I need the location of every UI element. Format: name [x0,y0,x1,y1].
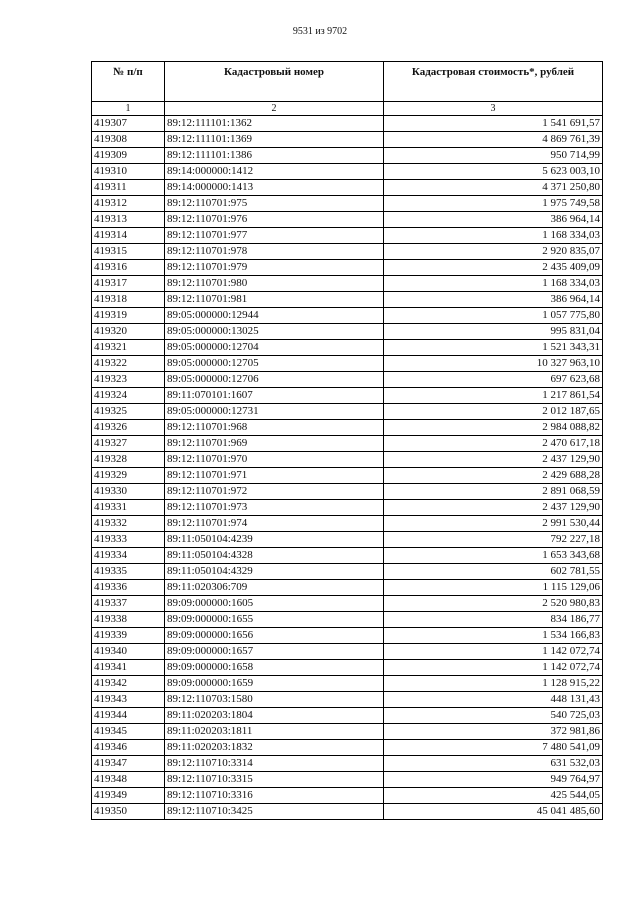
cadastral-number-cell: 89:12:110703:1580 [165,692,384,708]
row-number-cell: 419348 [92,772,165,788]
cadastral-number-cell: 89:11:020306:709 [165,580,384,596]
cadastral-number-cell: 89:11:020203:1832 [165,740,384,756]
cadastral-number-cell: 89:12:110701:976 [165,212,384,228]
cadastral-number-cell: 89:12:110701:969 [165,436,384,452]
cadastral-value-cell: 995 831,04 [384,324,603,340]
table-row [92,564,603,580]
cadastral-value-cell: 2 920 835,07 [384,244,603,260]
cadastral-value-cell: 425 544,05 [384,788,603,804]
table-row [92,116,603,132]
table-row [92,228,603,244]
header-cadastral-value: Кадастровая стоимость*, рублей [384,62,603,102]
row-number-cell: 419308 [92,132,165,148]
cadastral-number-cell: 89:12:110701:981 [165,292,384,308]
table-row [92,244,603,260]
cadastral-value-cell: 1 521 343,31 [384,340,603,356]
table-row [92,548,603,564]
row-number-cell: 419335 [92,564,165,580]
table-row [92,692,603,708]
table-row [92,532,603,548]
cadastral-value-cell: 792 227,18 [384,532,603,548]
row-number-cell: 419310 [92,164,165,180]
table-row [92,324,603,340]
table-row [92,612,603,628]
cadastral-number-cell: 89:11:070101:1607 [165,388,384,404]
row-number-cell: 419336 [92,580,165,596]
row-number-cell: 419321 [92,340,165,356]
cadastral-value-cell: 697 623,68 [384,372,603,388]
row-number-cell: 419322 [92,356,165,372]
cadastral-number-cell: 89:12:110710:3316 [165,788,384,804]
row-number-cell: 419327 [92,436,165,452]
row-number-cell: 419331 [92,500,165,516]
table-row [92,420,603,436]
column-number-2: 2 [165,102,384,116]
table-column-number-row [92,102,603,116]
row-number-cell: 419316 [92,260,165,276]
table-row [92,132,603,148]
cadastral-number-cell: 89:12:110701:974 [165,516,384,532]
cadastral-number-cell: 89:11:050104:4328 [165,548,384,564]
cadastral-number-cell: 89:09:000000:1658 [165,660,384,676]
table-row [92,676,603,692]
row-number-cell: 419339 [92,628,165,644]
cadastral-value-cell: 1 541 691,57 [384,116,603,132]
cadastral-number-cell: 89:14:000000:1413 [165,180,384,196]
table-row [92,212,603,228]
cadastral-value-cell: 950 714,99 [384,148,603,164]
cadastral-value-cell: 2 435 409,09 [384,260,603,276]
row-number-cell: 419341 [92,660,165,676]
cadastral-value-cell: 1 534 166,83 [384,628,603,644]
cadastral-number-cell: 89:14:000000:1412 [165,164,384,180]
row-number-cell: 419338 [92,612,165,628]
table-row [92,724,603,740]
page-number: 9531 из 9702 [292,26,348,37]
table-row [92,276,603,292]
cadastral-number-cell: 89:12:110701:970 [165,452,384,468]
row-number-cell: 419330 [92,484,165,500]
row-number-cell: 419317 [92,276,165,292]
cadastral-value-cell: 2 891 068,59 [384,484,603,500]
row-number-cell: 419320 [92,324,165,340]
table-row [92,500,603,516]
table-row [92,196,603,212]
cadastral-value-cell: 45 041 485,60 [384,804,603,820]
cadastral-number-cell: 89:12:111101:1369 [165,132,384,148]
cadastral-number-cell: 89:12:110701:968 [165,420,384,436]
table-row [92,292,603,308]
cadastral-value-cell: 1 142 072,74 [384,660,603,676]
cadastral-number-cell: 89:12:111101:1362 [165,116,384,132]
cadastral-number-cell: 89:12:111101:1386 [165,148,384,164]
cadastral-number-cell: 89:12:110710:3314 [165,756,384,772]
table-row [92,372,603,388]
row-number-cell: 419350 [92,804,165,820]
table-row [92,484,603,500]
cadastral-number-cell: 89:12:110701:971 [165,468,384,484]
table-row [92,804,603,820]
table-row [92,260,603,276]
cadastral-number-cell: 89:05:000000:13025 [165,324,384,340]
row-number-cell: 419307 [92,116,165,132]
cadastral-value-cell: 1 217 861,54 [384,388,603,404]
row-number-cell: 419312 [92,196,165,212]
table-row [92,148,603,164]
cadastral-value-cell: 602 781,55 [384,564,603,580]
cadastral-value-cell: 2 520 980,83 [384,596,603,612]
cadastral-number-cell: 89:12:110701:972 [165,484,384,500]
cadastral-value-cell: 4 371 250,80 [384,180,603,196]
cadastral-value-cell: 2 991 530,44 [384,516,603,532]
cadastral-number-cell: 89:09:000000:1605 [165,596,384,612]
table-row [92,452,603,468]
table-row [92,468,603,484]
cadastral-value-cell: 386 964,14 [384,212,603,228]
cadastral-number-cell: 89:09:000000:1657 [165,644,384,660]
cadastral-value-cell: 631 532,03 [384,756,603,772]
cadastral-number-cell: 89:12:110701:975 [165,196,384,212]
row-number-cell: 419313 [92,212,165,228]
table-row [92,516,603,532]
row-number-cell: 419347 [92,756,165,772]
row-number-cell: 419332 [92,516,165,532]
table-row [92,596,603,612]
row-number-cell: 419311 [92,180,165,196]
cadastral-value-cell: 10 327 963,10 [384,356,603,372]
cadastral-number-cell: 89:09:000000:1655 [165,612,384,628]
cadastral-value-cell: 2 470 617,18 [384,436,603,452]
cadastral-number-cell: 89:11:020203:1804 [165,708,384,724]
row-number-cell: 419326 [92,420,165,436]
cadastral-value-cell: 834 186,77 [384,612,603,628]
table-row [92,404,603,420]
cadastral-value-cell: 5 623 003,10 [384,164,603,180]
cadastral-number-cell: 89:05:000000:12706 [165,372,384,388]
cadastral-number-cell: 89:11:020203:1811 [165,724,384,740]
cadastral-value-cell: 4 869 761,39 [384,132,603,148]
column-number-1: 1 [92,102,165,116]
cadastral-value-cell: 1 168 334,03 [384,228,603,244]
cadastral-number-cell: 89:12:110701:980 [165,276,384,292]
cadastral-number-cell: 89:12:110701:977 [165,228,384,244]
cadastral-value-cell: 540 725,03 [384,708,603,724]
table-row [92,644,603,660]
table-row [92,308,603,324]
table-row [92,708,603,724]
cadastral-value-cell: 1 057 775,80 [384,308,603,324]
row-number-cell: 419328 [92,452,165,468]
cadastral-value-cell: 372 981,86 [384,724,603,740]
cadastral-value-cell: 7 480 541,09 [384,740,603,756]
row-number-cell: 419329 [92,468,165,484]
table-row [92,356,603,372]
table-row [92,388,603,404]
cadastral-value-cell: 448 131,43 [384,692,603,708]
cadastral-number-cell: 89:12:110701:979 [165,260,384,276]
table-row [92,180,603,196]
row-number-cell: 419349 [92,788,165,804]
row-number-cell: 419333 [92,532,165,548]
cadastral-value-cell: 2 437 129,90 [384,452,603,468]
table-row [92,628,603,644]
row-number-cell: 419344 [92,708,165,724]
row-number-cell: 419337 [92,596,165,612]
cadastral-value-cell: 2 429 688,28 [384,468,603,484]
row-number-cell: 419325 [92,404,165,420]
table-row [92,436,603,452]
cadastral-number-cell: 89:09:000000:1656 [165,628,384,644]
row-number-cell: 419334 [92,548,165,564]
row-number-cell: 419324 [92,388,165,404]
cadastral-value-cell: 1 115 129,06 [384,580,603,596]
row-number-cell: 419314 [92,228,165,244]
cadastral-value-cell: 2 984 088,82 [384,420,603,436]
cadastral-number-cell: 89:09:000000:1659 [165,676,384,692]
row-number-cell: 419309 [92,148,165,164]
row-number-cell: 419323 [92,372,165,388]
table-row [92,788,603,804]
cadastral-number-cell: 89:05:000000:12705 [165,356,384,372]
header-cadastral-number: Кадастровый номер [165,62,384,102]
table-row [92,772,603,788]
table-row [92,660,603,676]
table-row [92,164,603,180]
header-row-number: № п/п [92,62,165,102]
cadastral-value-cell: 1 128 915,22 [384,676,603,692]
row-number-cell: 419315 [92,244,165,260]
cadastral-value-cell: 1 653 343,68 [384,548,603,564]
cadastral-value-cell: 2 437 129,90 [384,500,603,516]
row-number-cell: 419343 [92,692,165,708]
cadastral-number-cell: 89:12:110701:978 [165,244,384,260]
cadastral-number-cell: 89:11:050104:4239 [165,532,384,548]
cadastral-number-cell: 89:12:110701:973 [165,500,384,516]
cadastral-value-cell: 1 975 749,58 [384,196,603,212]
row-number-cell: 419346 [92,740,165,756]
cadastral-number-cell: 89:05:000000:12731 [165,404,384,420]
cadastral-number-cell: 89:05:000000:12944 [165,308,384,324]
column-number-3: 3 [384,102,603,116]
row-number-cell: 419345 [92,724,165,740]
cadastral-number-cell: 89:12:110710:3425 [165,804,384,820]
cadastral-value-cell: 1 168 334,03 [384,276,603,292]
cadastral-value-table [91,61,603,820]
cadastral-number-cell: 89:05:000000:12704 [165,340,384,356]
table-row [92,580,603,596]
row-number-cell: 419340 [92,644,165,660]
row-number-cell: 419319 [92,308,165,324]
cadastral-value-cell: 949 764,97 [384,772,603,788]
row-number-cell: 419342 [92,676,165,692]
table-header-row [92,62,603,102]
cadastral-value-cell: 2 012 187,65 [384,404,603,420]
table-row [92,756,603,772]
cadastral-value-cell: 1 142 072,74 [384,644,603,660]
table-row [92,340,603,356]
table-row [92,740,603,756]
cadastral-number-cell: 89:12:110710:3315 [165,772,384,788]
row-number-cell: 419318 [92,292,165,308]
cadastral-number-cell: 89:11:050104:4329 [165,564,384,580]
cadastral-value-cell: 386 964,14 [384,292,603,308]
